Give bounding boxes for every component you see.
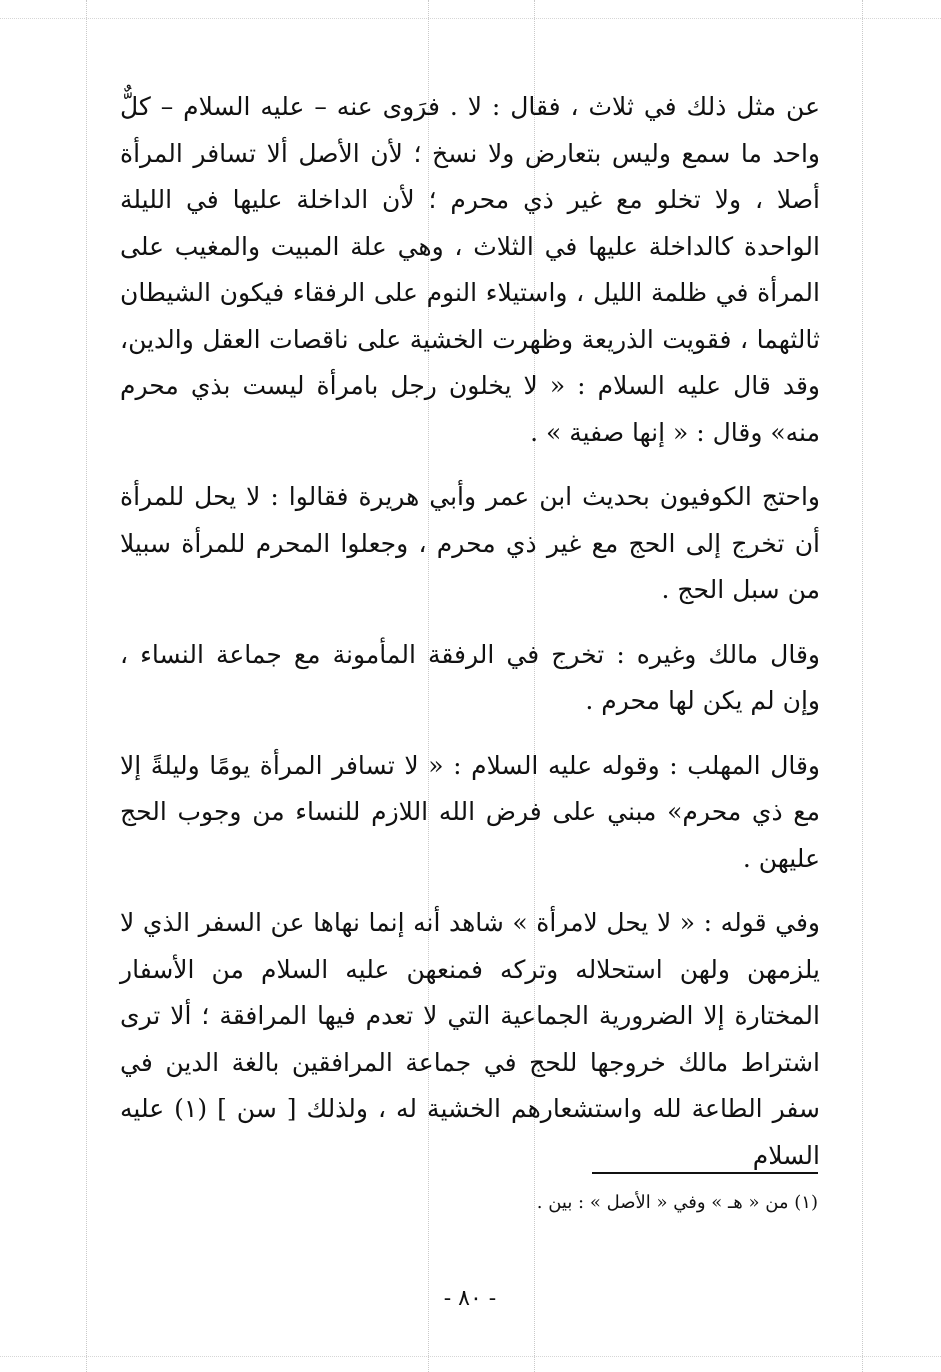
footnote-divider <box>592 1172 818 1174</box>
paragraph-3: وقال مالك وغيره : تخرج في الرفقة المأمونة مع جماعة النساء ، وإن لم يكن لها محرم . <box>120 639 820 715</box>
scan-guide-line <box>86 0 87 1372</box>
paragraph-4: وقال المهلب : وقوله عليه السلام : « لا تسافر المرأة يومًا وليلةً إلا مع ذي محرم» مبني على فرض الله اللازم للنساء من وجوب الحج عليهن . <box>120 750 820 873</box>
scan-guide-line <box>862 0 863 1372</box>
paragraph-2: واحتج الكوفيون بحديث ابن عمر وأبي هريرة فقالوا : لا يحل للمرأة أن تخرج إلى الحج مع غير ذي محرم ، وجعلوا المحرم للمرأة سبيلا من سبل الحج . <box>120 482 820 604</box>
scan-guide-line <box>0 1356 941 1357</box>
page-number: - ٨٠ - <box>443 1286 497 1311</box>
paragraph-1: عن مثل ذلك في ثلاث ، فقال : لا . فرَوى عنه – عليه السلام – كلٌّ واحد ما سمع وليس بتعارض ولا نسخ ؛ لأن الأصل ألا تسافر المرأة أصلا ، ولا تخلو مع غير ذي محرم ؛ لأن الداخلة عليها في الليلة الواحدة كالداخلة عليها في الثلاث ، وهي علة المبيت والمغيب على المرأة في ظلمة الليل ، واستيلاء النوم على الرفقاء فيكون الشيطان ثالثهما ، فقويت الذريعة وظهرت الخشية على ناقصات العقل والدين، وقد قال عليه السلام : « لا يخلون رجل بامرأة ليست بذي محرم منه» وقال : « إنها صفية » . <box>120 92 820 447</box>
footnote: (١) من « هـ » وفي « الأصل » : بين . <box>536 1192 818 1213</box>
scan-guide-line <box>0 18 941 19</box>
body-text <box>120 84 820 1179</box>
paragraph-5: وفي قوله : « لا يحل لامرأة » شاهد أنه إنما نهاها عن السفر الذي لا يلزمهن ولهن استحلاله وتركه فمنعهن عليه السلام من الأسفار المختارة إلا الضرورية الجماعية التي لا تعدم فيها المرافقة ؛ ألا ترى اشتراط مالك خروجها للحج في جماعة المرافقين بالغة الدين في سفر الطاعة لله واستشعارهم الخشية له ، ولذلك [ سن ] (١) عليه السلام <box>120 908 820 1170</box>
